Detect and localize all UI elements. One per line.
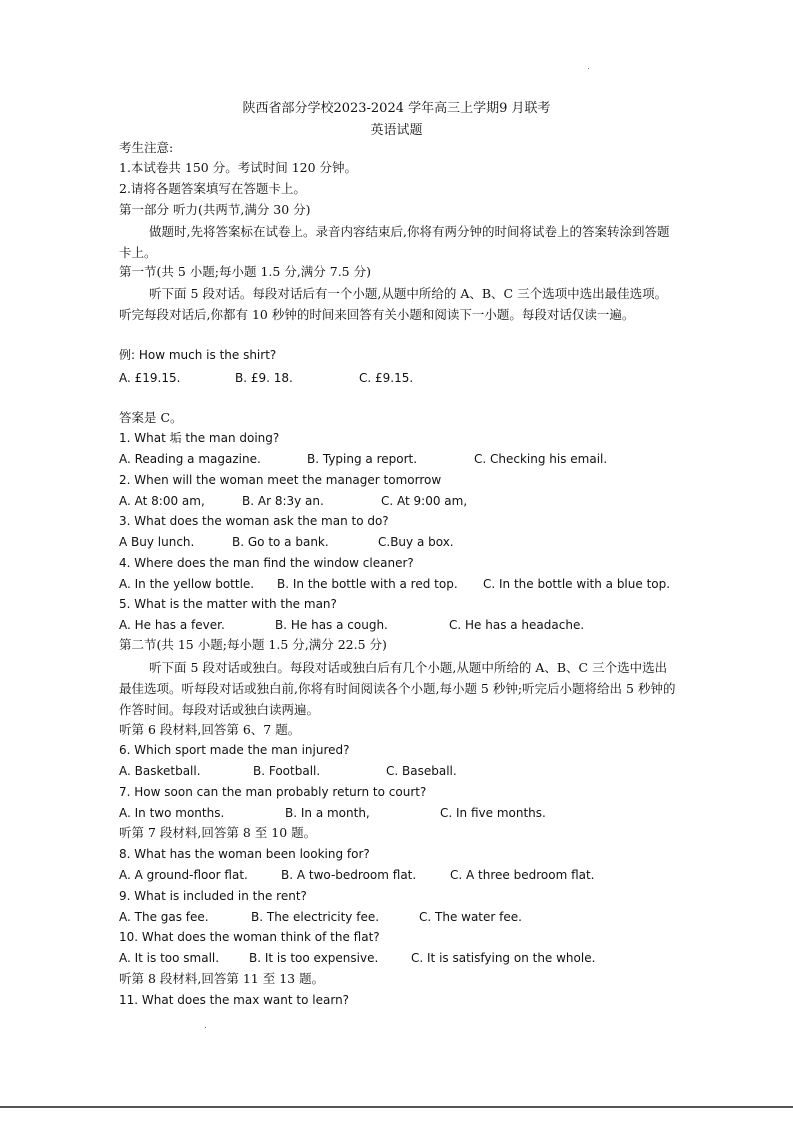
q4-option-a: A. In the yellow bottle. <box>119 577 255 591</box>
listen-6-instruction: 听第 6 段材料,回答第 6、7 题。 <box>119 722 301 737</box>
q10-option-b: B. It is too expensive. <box>249 951 379 965</box>
question-10: 10. What does the woman think of the flat? <box>119 930 380 944</box>
speck <box>205 1027 206 1028</box>
q2-option-b: B. Ar 8:3y an. <box>242 494 324 508</box>
q1-option-a: A. Reading a magazine. <box>119 452 261 466</box>
q7-option-c: C. In five months. <box>440 806 546 820</box>
q1-option-c: C. Checking his email. <box>474 452 608 466</box>
example-answer: 答案是 C。 <box>119 410 183 425</box>
q8-option-c: C. A three bedroom flat. <box>450 868 595 882</box>
q5-option-a: A. He has a fever. <box>119 618 225 632</box>
q4-option-b: B. In the bottle with a red top. <box>277 577 458 591</box>
q4-option-c: C. In the bottle with a blue top. <box>483 577 671 591</box>
question-7: 7. How soon can the man probably return to court? <box>119 785 427 799</box>
q2-option-a: A. At 8:00 am, <box>119 494 205 508</box>
q7-option-b: B. In a month, <box>285 806 370 820</box>
q8-option-b: B. A two-bedroom flat. <box>281 868 417 882</box>
page-bottom-rule <box>0 1106 793 1108</box>
q8-option-a: A. A ground-floor flat. <box>119 868 248 882</box>
note-1: 1.本试卷共 150 分。考试时间 120 分钟。 <box>119 160 358 175</box>
q7-option-a: A. In two months. <box>119 806 225 820</box>
q6-option-a: A. Basketball. <box>119 764 201 778</box>
q9-option-c: C. The water fee. <box>419 910 522 924</box>
question-8: 8. What has the woman been looking for? <box>119 847 370 861</box>
listen-8-instruction: 听第 8 段材料,回答第 11 至 13 题。 <box>119 971 325 986</box>
exam-title: 陕西省部分学校2023-2024 学年高三上学期9 月联考 <box>242 101 551 116</box>
question-9: 9. What is included in the rent? <box>119 889 307 903</box>
example-option-b: B. £9. 18. <box>235 371 293 385</box>
example-option-a: A. £19.15. <box>119 371 181 385</box>
q9-option-b: B. The electricity fee. <box>251 910 380 924</box>
section1-intro: 听下面 5 段对话。每段对话后有一个小题,从题中所给的 A、B、C 三个选项中选出最佳选项。听完每段对话后,你都有 10 秒钟的时间来回答有关小题和阅读下一小题。每段对话仅读一遍。 <box>119 286 668 322</box>
q2-option-c: C. At 9:00 am, <box>381 494 468 508</box>
q3-option-a: A Buy lunch. <box>119 535 195 549</box>
q6-option-b: B. Football. <box>253 764 321 778</box>
notes-heading: 考生注意: <box>119 140 174 155</box>
q9-option-a: A. The gas fee. <box>119 910 209 924</box>
question-4: 4. Where does the man find the window cleaner? <box>119 556 414 570</box>
question-1: 1. What 垢 the man doing? <box>119 431 280 445</box>
part1-intro: 做题时,先将答案标在试卷上。录音内容结束后,你将有两分钟的时间将试卷上的答案转涂到答题卡上。 <box>119 224 670 260</box>
q10-option-a: A. It is too small. <box>119 951 220 965</box>
q3-option-b: B. Go to a bank. <box>232 535 329 549</box>
q1-option-b: B. Typing a report. <box>307 452 418 466</box>
question-2: 2. When will the woman meet the manager tomorrow <box>119 473 442 487</box>
example-option-c: C. £9.15. <box>359 371 414 385</box>
exam-subtitle: 英语试题 <box>370 123 423 138</box>
section2-heading: 第二节(共 15 小题;每小题 1.5 分,满分 22.5 分) <box>119 637 387 652</box>
q3-option-c: C.Buy a box. <box>378 535 454 549</box>
question-3: 3. What does the woman ask the man to do? <box>119 514 389 528</box>
question-6: 6. Which sport made the man injured? <box>119 743 350 757</box>
question-11: 11. What does the max want to learn? <box>119 993 350 1007</box>
q5-option-b: B. He has a cough. <box>275 618 388 632</box>
example-question: 例: How much is the shirt? <box>119 348 277 362</box>
section1-heading: 第一节(共 5 小题;每小题 1.5 分,满分 7.5 分) <box>119 264 371 279</box>
q6-option-c: C. Baseball. <box>386 764 457 778</box>
question-5: 5. What is the matter with the man? <box>119 597 337 611</box>
part1-heading: 第一部分 听力(共两节,满分 30 分) <box>119 202 311 217</box>
q5-option-c: C. He has a headache. <box>449 618 585 632</box>
q10-option-c: C. It is satisfying on the whole. <box>411 951 596 965</box>
listen-7-instruction: 听第 7 段材料,回答第 8 至 10 题。 <box>119 825 317 840</box>
note-2: 2.请将各题答案填写在答题卡上。 <box>119 181 306 196</box>
speck <box>588 68 589 69</box>
section2-intro: 听下面 5 段对话或独白。每段对话或独白后有几个小题,从题中所给的 A、B、C 三个选中选出最佳选项。听每段对话或独白前,你将有时间阅读各个小题,每小题 5 秒钟;听完后小题将给出 5 秒钟的作答时间。每段对话或独白读两遍。 <box>119 660 676 717</box>
